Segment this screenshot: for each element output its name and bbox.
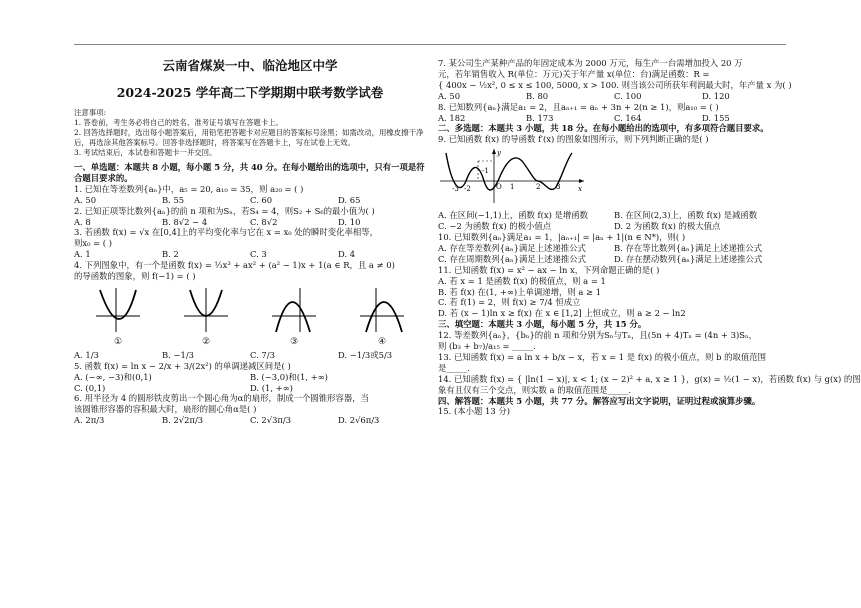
question-4-cont: 的导函数的图象，则 f(−1) = ( ) xyxy=(74,271,196,282)
question-5-options xyxy=(74,372,426,383)
option-d: D. −1/3或5/3 xyxy=(338,349,393,360)
origin-label: O xyxy=(496,183,502,192)
option-d: D. 155 xyxy=(702,112,730,123)
graph-label: ④ xyxy=(377,336,387,347)
question-4: 4. 下列图象中，有一个是函数 f(x) = ⅓x³ + ax² + (a² − 1)x + 1(a ∈ R，且 a ≠ 0) xyxy=(74,260,395,271)
graph-4 xyxy=(358,286,406,348)
question-6: 6. 用半径为 4 的圆形铁皮剪出一个圆心角为α的扇形，制成一个圆锥形容器，当 xyxy=(74,393,369,404)
graph-label: ② xyxy=(201,336,211,347)
graph-label: ③ xyxy=(289,336,299,347)
option-a: A. (−∞, −3)和(0,1) xyxy=(74,371,152,382)
option-b: B. 若 f(x) 在(1, +∞)上单调递增，则 a ≥ 1 xyxy=(438,286,602,297)
note-item: 3. 考试结束后，本试卷和答题卡一并交回。 xyxy=(74,148,217,157)
option-c: C. 8√2 xyxy=(250,216,278,227)
option-c: C. 3 xyxy=(250,249,267,260)
section-single-choice: 一、单选题：本题共 8 小题，每小题 5 分，共 40 分。在每小题给出的选项中，只有一项是符合题目要求的。 xyxy=(74,162,425,183)
tick-label: -2 xyxy=(464,185,471,194)
note-item: 2. 回答选择题时，选出每小题答案后，用铅笔把答题卡对应题目的答案标号涂黑；如需改动，用橡皮擦干净后，再选涂其他答案标号。回答非选择题时，将答案写在答题卡上，写在试卷上无效。 xyxy=(74,128,424,147)
parabola-graph-1 xyxy=(94,286,142,334)
section-solutions: 四、解答题：本题共 5 小题，共 77 分。解答应写出文字说明，证明过程或演算步骤。 xyxy=(438,395,761,406)
option-a: A. 1 xyxy=(74,249,91,260)
question-3-cont: 则x₀ = ( ) xyxy=(74,238,112,249)
question-5-options-2 xyxy=(74,383,426,394)
option-d: D. 10 xyxy=(338,216,361,227)
question-5: 5. 函数 f(x) = ln x − 2/x + 3/(2x²) 的单调递减区间是( ) xyxy=(74,360,291,371)
question-9-options-2 xyxy=(438,221,790,232)
question-8: 8. 已知数列{aₙ}满足a₁ = 2，且aₙ₊₁ = aₙ + 3n + 2(n ≥ 1)，则a₁₀ = ( ) xyxy=(438,101,719,112)
y-axis-label: y xyxy=(497,149,501,158)
derivative-graph xyxy=(438,147,588,205)
question-8-options xyxy=(438,113,790,124)
parabola-graph-4 xyxy=(358,286,406,334)
question-2: 2. 已知正项等比数列{aₙ}的前 n 项和为Sₙ，若S₄ = 4，则S₂ + S₆的最小值为( ) xyxy=(74,205,375,216)
tick-label: -3 xyxy=(452,185,459,194)
option-d: D. 2√6π/3 xyxy=(338,415,380,426)
question-15: 15. (本小题 13 分) xyxy=(438,406,510,417)
question-3-options xyxy=(74,249,426,260)
question-6-cont: 该圆锥形容器的容积最大时，扇形的圆心角α是( ) xyxy=(74,404,257,415)
parabola-graph-3 xyxy=(270,286,318,334)
question-1-options xyxy=(74,195,426,206)
question-1: 1. 已知在等差数列{aₙ}中，a₅ = 20, a₁₀ = 35，则 a₂₀ = ( ) xyxy=(74,183,304,194)
question-11: 11. 已知函数 f(x) = x² − ax − ln x，下列命题正确的是( ) xyxy=(438,264,660,275)
option-c: C. 100 xyxy=(614,90,642,101)
exam-title: 2024-2025 学年高二下学期期中联考数学试卷 xyxy=(116,85,384,100)
option-a: A. 50 xyxy=(438,90,461,101)
option-d: D. 存在摆动数列{aₙ}满足上述递推公式 xyxy=(614,253,763,264)
option-a: A. 2π/3 xyxy=(74,415,105,426)
note-item: 1. 答卷前，考生务必将自己的姓名、准考证号填写在答题卡上。 xyxy=(74,118,283,127)
option-c: C. 存在周期数列{aₙ}满足上述递推公式 xyxy=(438,253,586,264)
option-b: B. 2 xyxy=(162,249,179,260)
option-c: C. 60 xyxy=(250,194,273,205)
question-10: 10. 已知数列{aₙ}满足a₁ = 1，|aₙ₊₁| = |aₙ + 1|(n ∈ N*)，则( ) xyxy=(438,231,686,242)
right-column xyxy=(438,58,861,417)
option-a: A. 若 x = 1 是函数 f(x) 的极值点，则 a = 1 xyxy=(438,275,606,286)
question-9: 9. 已知函数 f(x) 的导函数 f′(x) 的图象如图所示，则下列判断正确的是( ) xyxy=(438,134,709,145)
question-14: 14. 已知函数 f(x) = { |ln(1 − x)|, x < 1; (x − 2)² + a, x ≥ 1 }，g(x) = ½(1 − x)，若函数 f(x) 与 g(x) 的图 xyxy=(438,373,861,384)
tick-label: -1 xyxy=(482,167,489,176)
tick-label: 1 xyxy=(510,183,515,192)
question-2-options xyxy=(74,217,426,228)
option-d: D. 4 xyxy=(338,249,356,260)
option-a: A. 8 xyxy=(74,216,91,227)
graph-1 xyxy=(94,286,142,348)
question-7-cont: 元，若年销售收入 R(单位：万元)关于年产量 x(单位：台)满足函数：R = xyxy=(438,68,710,79)
notes-heading: 注意事项: xyxy=(74,108,107,117)
question-7-options xyxy=(438,91,790,102)
graph-3 xyxy=(270,286,318,348)
question-13: 13. 已知函数 f(x) = a ln x + b/x − x，若 x = 1 是 f(x) 的极小值点，则 b 的取值范围 xyxy=(438,351,766,362)
question-4-graphs xyxy=(74,286,426,348)
question-14-cont: 象有且仅有三个交点，则实数 a 的取值范围是_____. xyxy=(438,384,632,395)
option-a: A. 50 xyxy=(74,194,97,205)
tick-label: 2 xyxy=(536,183,541,192)
question-12-cont: 则 (b₃ + b₇)/a₁₅ = _____. xyxy=(438,341,536,352)
question-6-options xyxy=(74,415,426,426)
option-b: B. −1/3 xyxy=(162,349,194,360)
option-d: D. (1, +∞) xyxy=(250,382,293,393)
top-rule xyxy=(74,44,786,45)
option-b: B. (−3,0)和(1, +∞) xyxy=(250,371,328,382)
option-d: D. 120 xyxy=(702,90,730,101)
parabola-graph-2 xyxy=(182,286,230,334)
option-c: C. 2√3π/3 xyxy=(250,415,292,426)
question-13-cont: 是_____. xyxy=(438,362,470,373)
option-d: D. 若 (x − 1)ln x ≥ f(x) 在 x ∈ [1,2] 上恒成立，则 a ≥ 2 − ln2 xyxy=(438,308,686,319)
question-3: 3. 若函数 f(x) = √x 在[0,4]上的平均变化率与它在 x = x₀ 处的瞬时变化率相等， xyxy=(74,227,379,238)
question-10-options-2 xyxy=(438,254,790,265)
option-b: B. 173 xyxy=(526,112,554,123)
question-12: 12. 等差数列{aₙ}，{bₙ}的前 n 项和分别为Sₙ与Tₙ，且(5n + 4)Tₙ = (4n + 3)Sₙ， xyxy=(438,330,757,341)
section-multi-choice: 二、多选题：本题共 3 小题，共 18 分。在每小题给出的选项中，有多项符合题目要求。 xyxy=(438,123,769,134)
question-10-options xyxy=(438,243,790,254)
option-a: A. 存在等差数列{aₙ}满足上述递推公式 xyxy=(438,242,586,253)
option-c: C. 7/3 xyxy=(250,349,275,360)
option-d: D. 2 为函数 f(x) 的极大值点 xyxy=(614,221,721,232)
graph-2 xyxy=(182,286,230,348)
option-b: B. 8√2 − 4 xyxy=(162,216,208,227)
option-b: B. 55 xyxy=(162,194,185,205)
option-c: C. 164 xyxy=(614,112,642,123)
option-c: C. 若 f(1) = 2，则 f(x) ≥ 7/4 恒成立 xyxy=(438,297,581,308)
option-c: C. (0,1) xyxy=(74,382,106,393)
question-7-formula: { 400x − ½x², 0 ≤ x ≤ 100, 5000, x > 100. 则当该公司所获年利润最大时，年产量 x 为( ) xyxy=(438,79,792,90)
graph-label: ① xyxy=(113,336,123,347)
option-b: B. 存在等比数列{aₙ}满足上述递推公式 xyxy=(614,242,763,253)
option-d: D. 65 xyxy=(338,194,361,205)
question-9-options xyxy=(438,210,790,221)
option-b: B. 在区间(2,3)上，函数 f(x) 是减函数 xyxy=(614,210,758,221)
question-4-options xyxy=(74,350,426,361)
question-9-graph xyxy=(438,147,790,208)
left-column xyxy=(74,58,426,426)
option-c: C. −2 为函数 f(x) 的极小值点 xyxy=(438,221,552,232)
exam-school-title: 云南省煤炭一中、临沧地区中学 xyxy=(162,58,338,73)
tick-label: 3 xyxy=(556,183,561,192)
x-axis-label: x xyxy=(578,185,582,194)
question-7: 7. 某公司生产某种产品的年固定成本为 2000 万元，每生产一台需增加投入 20 万 xyxy=(438,58,743,68)
option-b: B. 80 xyxy=(526,90,549,101)
option-a: A. 182 xyxy=(438,112,466,123)
option-a: A. 1/3 xyxy=(74,349,99,360)
option-b: B. 2√2π/3 xyxy=(162,415,204,426)
option-a: A. 在区间(−1,1)上，函数 f(x) 是增函数 xyxy=(438,210,589,221)
section-fill-in: 三、填空题：本题共 3 小题，每小题 5 分，共 15 分。 xyxy=(438,319,647,330)
